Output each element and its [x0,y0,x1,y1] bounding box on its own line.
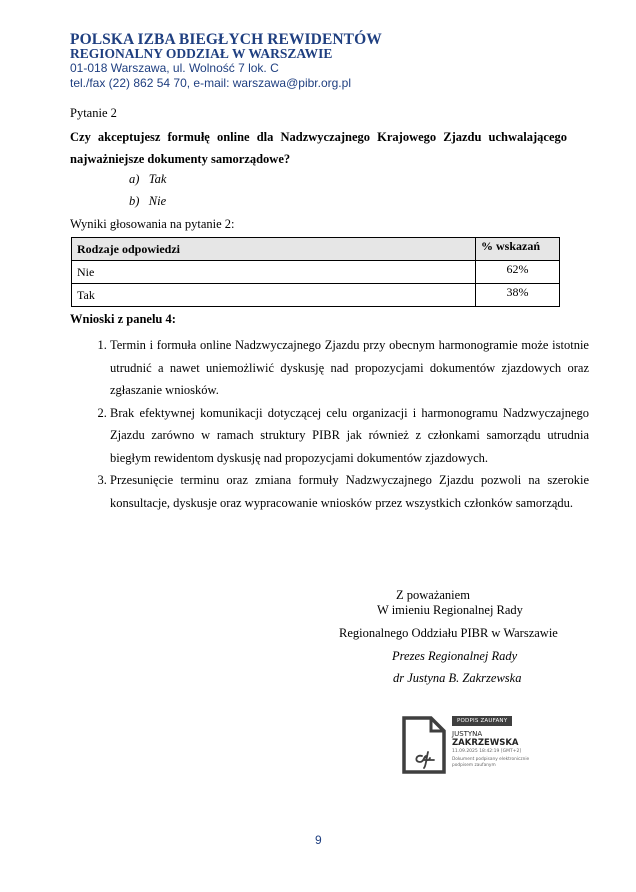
list-item: 1. Termin i formuła online Nadzwyczajnego Zjazdu przy obecnym harmonogramie może istotnie utrudnić a nawet uniemożliwić dyskusję nad propozycjami dokumentów zjazdowych oraz zgłaszanie wniosków. [110,334,589,402]
stamp-last-name: ZAKRZEWSKA [452,738,519,748]
signatory-name: dr Justyna B. Zakrzewska [393,671,522,685]
stamp-timestamp: 11.09.2025 18:42:19 [GMT+2] [452,749,522,754]
table-header-row [72,238,560,261]
contact-info: tel./fax (22) 862 54 70, e-mail: warszawa@pibr.org.pl [70,76,351,90]
conclusions-list [88,334,589,514]
signature-line-1: W imieniu Regionalnej Rady [377,603,523,617]
question-text: Czy akceptujesz formułę online dla Nadzwyczajnego Krajowego Zjazdu uchwalającego najważniejsze dokumenty samorządowe? [70,130,567,166]
column-header-percent: % wskazań [476,238,560,261]
option-label: Nie [148,194,167,208]
branch-name: REGIONALNY ODDZIAŁ W WARSZAWIE [70,46,333,61]
conclusions-title: Wnioski z panelu 4: [70,312,176,326]
results-title: Wyniki głosowania na pytanie 2: [70,217,235,231]
list-item: 3. Przesunięcie terminu oraz zmiana formuły Nadzwyczajnego Zjazdu pozwoli na szerokie konsultacje, dyskusje oraz wypracowanie wniosków przez wszystkich członków samorządu. [110,469,589,514]
percent-cell: 38% [476,284,560,307]
option-b [129,194,166,209]
page-number: 9 [315,833,322,847]
option-label: Tak [148,172,167,186]
table-row [72,261,560,284]
address: 01-018 Warszawa, ul. Wolność 7 lok. C [70,61,279,75]
stamp-note: Dokument podpisany elektronicznie podpisem zaufanym [452,757,530,768]
stamp-first-name: JUSTYNA [452,730,483,738]
trusted-signature-stamp [402,716,542,776]
table-row [72,284,560,307]
answer-cell: Tak [72,284,476,307]
results-table [71,237,560,307]
list-item: 2. Brak efektywnej komunikacji dotyczącej celu organizacji i harmonogramu Nadzwyczajnego Zjazdu zarówno w ramach struktury PIBR jak również z członkami samorządu utrudnia biegłym rewidentom dyskusję nad propozycjami dokumentów zjazdowych. [110,402,589,470]
stamp-badge: PODPIS ZAUFANY [452,716,512,726]
question-label: Pytanie 2 [70,106,117,120]
option-a [129,172,166,187]
signature-line-2: Regionalnego Oddziału PIBR w Warszawie [339,626,558,640]
answer-cell: Nie [72,261,476,284]
closing: Z poważaniem [396,588,470,602]
percent-cell: 62% [476,261,560,284]
signed-document-icon [402,716,446,774]
option-marker: a) [129,172,140,186]
option-marker: b) [129,194,140,208]
column-header-answer: Rodzaje odpowiedzi [72,238,476,261]
org-name: POLSKA IZBA BIEGŁYCH REWIDENTÓW [70,31,382,48]
signatory-role: Prezes Regionalnej Rady [392,649,518,663]
